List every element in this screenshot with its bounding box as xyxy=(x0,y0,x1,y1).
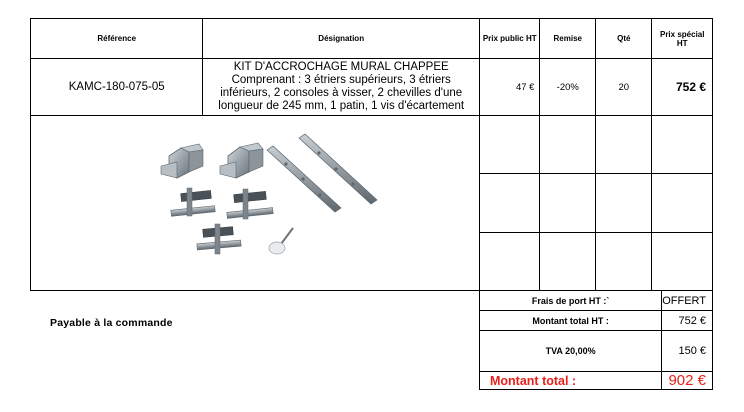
item-discount: -20% xyxy=(540,59,596,116)
lower-bracket-icon xyxy=(197,224,241,254)
empty-cell xyxy=(652,232,713,290)
header-discount: Remise xyxy=(540,19,596,59)
empty-cell xyxy=(652,116,713,174)
totals-table xyxy=(479,290,713,390)
upper-bracket-icon xyxy=(220,143,263,178)
product-image xyxy=(31,116,479,290)
tva-label: TVA 20,00% xyxy=(480,331,662,372)
empty-cell xyxy=(652,174,713,232)
grand-total-value: 902 € xyxy=(662,372,713,390)
header-special-price xyxy=(652,19,713,59)
empty-cell xyxy=(596,116,652,174)
tva-value: 150 € xyxy=(662,331,713,372)
grand-total-label: Montant total : xyxy=(480,372,662,390)
empty-cell xyxy=(540,232,596,290)
empty-cell xyxy=(596,232,652,290)
item-special-price: 752 € xyxy=(652,59,713,116)
empty-cell xyxy=(540,116,596,174)
header-special-price-line1: Prix spécial xyxy=(659,29,705,39)
upper-bracket-icon xyxy=(161,144,203,178)
item-reference: KAMC-180-075-05 xyxy=(31,59,203,116)
empty-cell xyxy=(480,116,540,174)
header-special-price-line2: HT xyxy=(676,38,688,48)
product-image-cell xyxy=(31,116,480,291)
quote-table xyxy=(30,18,713,291)
empty-cell xyxy=(540,174,596,232)
lower-bracket-icon xyxy=(171,188,215,216)
item-designation-title: KIT D'ACCROCHAGE MURAL CHAPPEE xyxy=(233,61,449,73)
item-designation-detail: Comprenant : 3 étriers supérieurs, 3 étriers inférieurs, 2 consoles à visser, 2 chevilles d'une longueur de 245 mm, 1 patin, 1 vis d'écartement xyxy=(218,74,465,112)
payment-note: Payable à la commande xyxy=(50,317,173,329)
header-qty: Qté xyxy=(596,19,652,59)
rail-icon xyxy=(299,134,377,204)
header-designation: Désignation xyxy=(203,19,480,59)
total-ht-value: 752 € xyxy=(662,311,713,331)
header-reference: Référence xyxy=(31,19,203,59)
item-designation xyxy=(203,59,480,116)
rail-icon xyxy=(267,146,341,212)
empty-cell xyxy=(480,232,540,290)
pad-screw-icon xyxy=(269,228,293,254)
shipping-value: OFFERT xyxy=(662,291,713,311)
header-public-price: Prix public HT xyxy=(480,19,540,59)
total-ht-label: Montant total HT : xyxy=(480,311,662,331)
empty-cell xyxy=(480,174,540,232)
empty-cell xyxy=(596,174,652,232)
lower-bracket-icon xyxy=(227,189,273,219)
item-qty: 20 xyxy=(596,59,652,116)
shipping-label: Frais de port HT :` xyxy=(480,291,662,311)
item-public-price: 47 € xyxy=(480,59,540,116)
